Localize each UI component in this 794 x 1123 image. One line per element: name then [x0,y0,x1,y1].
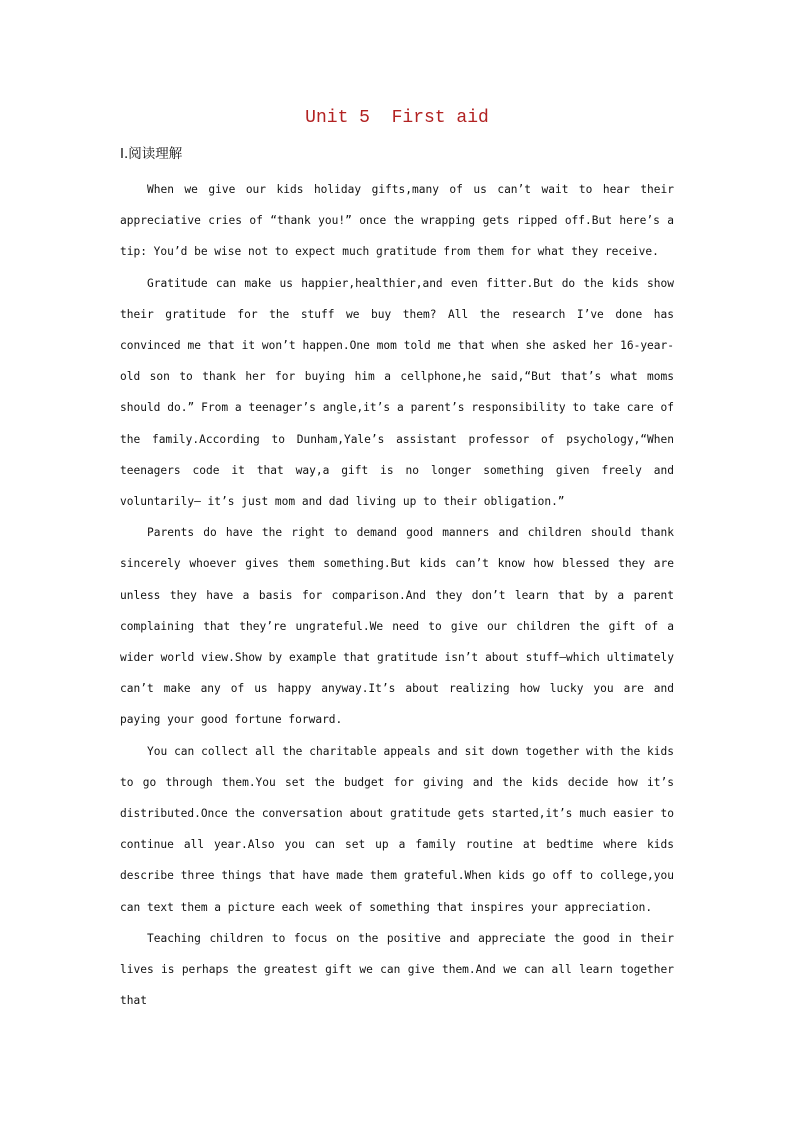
paragraph-3: Parents do have the right to demand good manners and children should thank sincerely whoever gives them something.But kids can’t know how blessed they are unless they have a basis for comparison.And they don’t learn that by a parent complaining that they’re ungrateful.We need to give our children the gift of a wider world view.Show by example that gratitude isn’t about stuff—which ultimately can’t make any of us happy anyway.It’s about realizing how lucky you are and paying your good fortune forward. [120,526,674,727]
section-heading: Ⅰ.阅读理解 [120,146,183,162]
reading-passage [120,174,674,1016]
paragraph-5: Teaching children to focus on the positive and appreciate the good in their lives is perhaps the greatest gift we can give them.And we can all learn together that [120,931,674,1008]
page-title: Unit 5 First aid [305,108,489,128]
paragraph-2: Gratitude can make us happier,healthier,and even fitter.But do the kids show their gratitude for the stuff we buy them? All the research I’ve done has convinced me that it won’t happen.One mom told me that when she asked her 16-year-old son to thank her for buying him a cellphone,he said,“But that’s what moms should do.” From a teenager’s angle,it’s a parent’s responsibility to take care of the family.According to Dunham,Yale’s assistant professor of psychology,“When teenagers code it that way,a gift is no longer something given freely and voluntarily— it’s just mom and dad living up to their obligation.” [120,276,674,509]
paragraph-4: You can collect all the charitable appeals and sit down together with the kids to go through them.You set the budget for giving and the kids decide how it’s distributed.Once the conversation about gratitude gets started,it’s much easier to continue all year.Also you can set up a family routine at bedtime where kids describe three things that have made them grateful.When kids go off to college,you can text them a picture each week of something that inspires your appreciation. [120,744,674,914]
paragraph-1: When we give our kids holiday gifts,many of us can’t wait to hear their appreciative cries of “thank you!” once the wrapping gets ripped off.But here’s a tip: You’d be wise not to expect much gratitude from them for what they receive. [120,183,674,259]
